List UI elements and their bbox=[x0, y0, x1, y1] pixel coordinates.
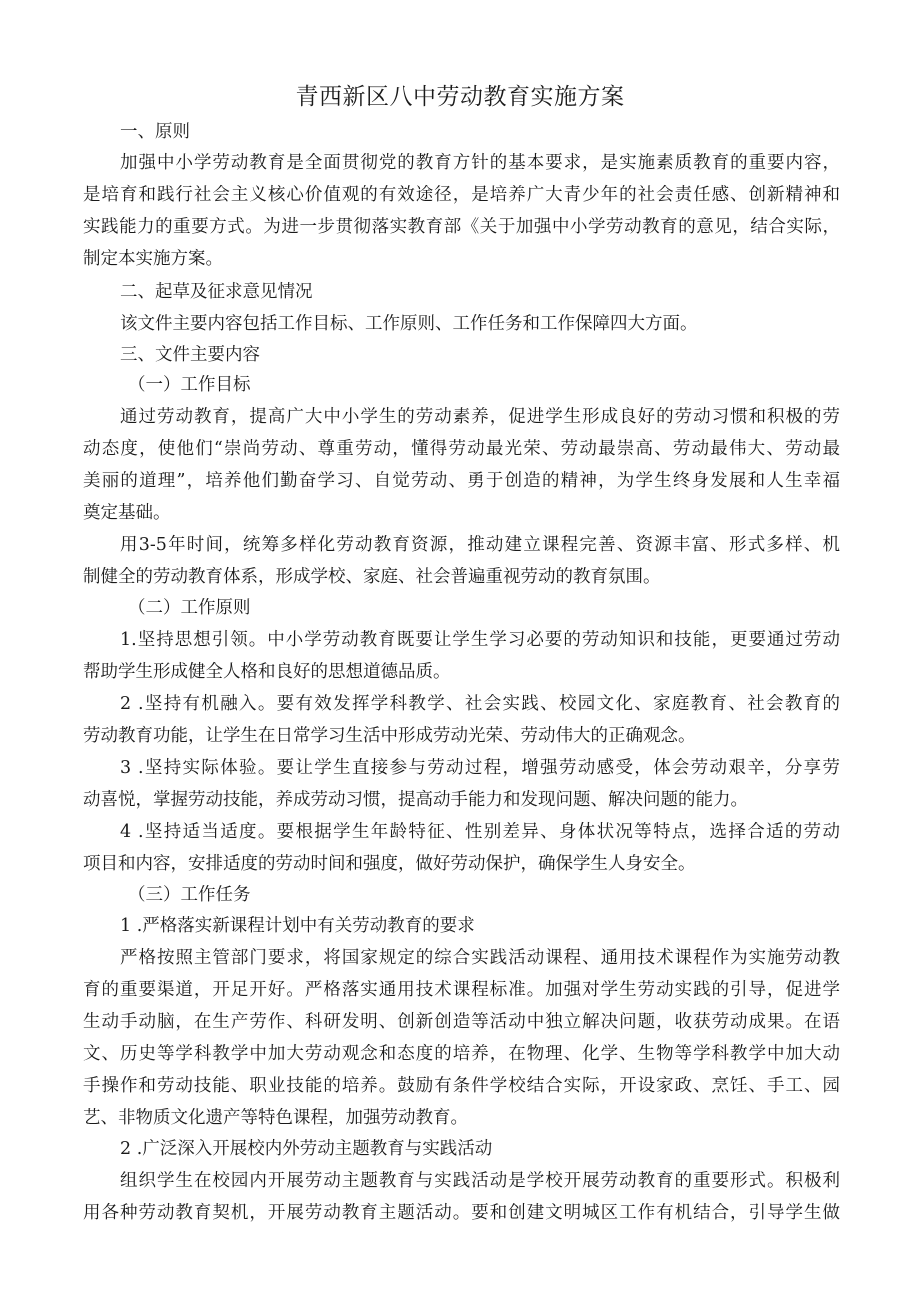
paragraph-line: 实践能力的重要方式。为进一步贯彻落实教育部《关于加强中小学劳动教育的意见，结合实际， bbox=[83, 217, 840, 237]
paragraph-line: 动喜悦，掌握劳动技能，养成劳动习惯，提高动手能力和发现问题、解决问题的能力。 bbox=[83, 790, 748, 810]
paragraph-line: 加强中小学劳动教育是全面贯彻党的教育方针的基本要求，是实施素质教育的重要内容， bbox=[120, 153, 840, 173]
paragraph-line: 该文件主要内容包括工作目标、工作原则、工作任务和工作保障四大方面。 bbox=[120, 314, 698, 334]
document-title: 青西新区八中劳动教育实施方案 bbox=[295, 84, 625, 110]
paragraph-line: 帮助学生形成健全人格和良好的思想道德品质。 bbox=[83, 662, 451, 682]
subsection-heading: （二）工作原则 bbox=[128, 598, 251, 618]
paragraph-line: 动态度，使他们“崇尚劳动、尊重劳动，懂得劳动最光荣、劳动最崇高、劳动最伟大、劳动最 bbox=[83, 439, 840, 459]
paragraph-line: 生动手动脑，在生产劳作、科研发明、创新创造等活动中独立解决问题，收获劳动成果。在语 bbox=[83, 1012, 840, 1032]
section-heading: 三、文件主要内容 bbox=[120, 345, 260, 365]
paragraph-line: 文、历史等学科教学中加大劳动观念和态度的培养，在物理、化学、生物等学科教学中加大动 bbox=[83, 1044, 840, 1064]
paragraph-line: 3 .坚持实际体验。要让学生直接参与劳动过程，增强劳动感受，体会劳动艰辛，分享劳 bbox=[120, 758, 840, 778]
item-heading: 1 .严格落实新课程计划中有关劳动教育的要求 bbox=[120, 916, 475, 936]
paragraph-line: 美丽的道理”，培养他们勤奋学习、自觉劳动、勇于创造的精神，为学生终身发展和人生幸福 bbox=[83, 471, 840, 491]
paragraph-line: 奠定基础。 bbox=[83, 503, 171, 523]
section-heading: 一、原则 bbox=[120, 122, 190, 142]
item-heading: 2 .广泛深入开展校内外劳动主题教育与实践活动 bbox=[120, 1139, 493, 1159]
subsection-heading: （三）工作任务 bbox=[128, 885, 251, 905]
paragraph-line: 严格按照主管部门要求，将国家规定的综合实践活动课程、通用技术课程作为实施劳动教 bbox=[120, 948, 840, 968]
paragraph-line: 育的重要渠道，开足开好。严格落实通用技术课程标准。加强对学生劳动实践的引导，促进学 bbox=[83, 980, 840, 1000]
paragraph-line: 项目和内容，安排适度的劳动时间和强度，做好劳动保护，确保学生人身安全。 bbox=[83, 854, 696, 874]
paragraph-line: 手操作和劳动技能、职业技能的培养。鼓励有条件学校结合实际，开设家政、烹饪、手工、园 bbox=[83, 1076, 840, 1096]
paragraph-line: 4 .坚持适当适度。要根据学生年龄特征、性别差异、身体状况等特点，选择合适的劳动 bbox=[120, 822, 840, 842]
paragraph-line: 组织学生在校园内开展劳动主题教育与实践活动是学校开展劳动教育的重要形式。积极利 bbox=[120, 1171, 840, 1191]
paragraph-line: 通过劳动教育，提高广大中小学生的劳动素养，促进学生形成良好的劳动习惯和积极的劳 bbox=[120, 407, 840, 427]
paragraph-line: 是培育和践行社会主义核心价值观的有效途径，是培养广大青少年的社会责任感、创新精神和 bbox=[83, 185, 840, 205]
paragraph-line: 1.坚持思想引领。中小学劳动教育既要让学生学习必要的劳动知识和技能，更要通过劳动 bbox=[120, 630, 840, 650]
paragraph-line: 制定本实施方案。 bbox=[83, 249, 223, 269]
paragraph-line: 制健全的劳动教育体系，形成学校、家庭、社会普遍重视劳动的教育氛围。 bbox=[83, 567, 661, 587]
paragraph-line: 艺、非物质文化遗产等特色课程，加强劳动教育。 bbox=[83, 1108, 468, 1128]
paragraph-line: 2 .坚持有机融入。要有效发挥学科教学、社会实践、校园文化、家庭教育、社会教育的 bbox=[120, 694, 840, 714]
paragraph-line: 用各种劳动教育契机，开展劳动教育主题活动。要和创建文明城区工作有机结合，引导学生做 bbox=[83, 1203, 840, 1223]
paragraph-line: 用3-5年时间，统筹多样化劳动教育资源，推动建立课程完善、资源丰富、形式多样、机 bbox=[120, 535, 840, 555]
section-heading: 二、起草及征求意见情况 bbox=[120, 282, 313, 302]
subsection-heading: （一）工作目标 bbox=[128, 375, 251, 395]
paragraph-line: 劳动教育功能，让学生在日常学习生活中形成劳动光荣、劳动伟大的正确观念。 bbox=[83, 726, 696, 746]
